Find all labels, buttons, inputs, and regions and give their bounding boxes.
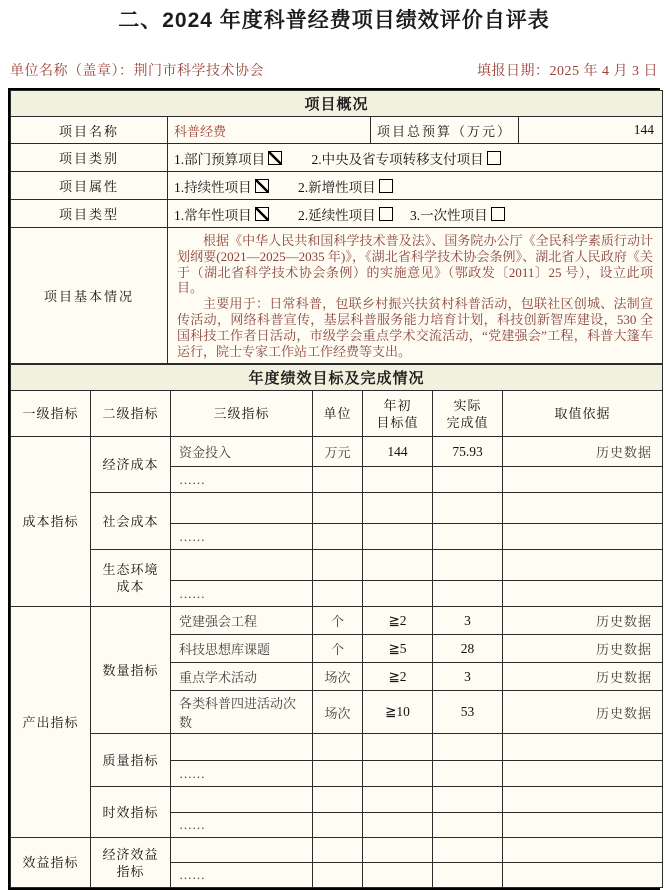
col-header-unit: 单位 — [313, 391, 363, 437]
source-cell: 历史数据 — [503, 663, 663, 691]
col-header-target-line1: 年初 — [383, 397, 412, 413]
attribute-option-2 — [298, 180, 393, 195]
indicator-cell: …… — [171, 761, 313, 787]
indicator-cell: 党建强会工程 — [171, 607, 313, 635]
project-name-label: 项目名称 — [11, 117, 168, 144]
indicator-cell: 各类科普四进活动次数 — [171, 691, 313, 734]
target-cell — [363, 734, 433, 761]
actual-cell: 53 — [433, 691, 503, 734]
attribute-option-1 — [174, 180, 269, 195]
target-cell — [363, 863, 433, 888]
subgroup-quantity-label: 数量指标 — [91, 607, 171, 734]
indicator-cell — [171, 550, 313, 581]
actual-cell: 75.93 — [433, 437, 503, 467]
unit-cell: 个 — [313, 635, 363, 663]
target-cell — [363, 550, 433, 581]
page-title: 二、2024 年度科普经费项目绩效评价自评表 — [118, 9, 550, 32]
actual-cell — [433, 761, 503, 787]
unit-cell — [313, 581, 363, 607]
indicator-cell: …… — [171, 581, 313, 607]
form-table — [8, 88, 660, 890]
actual-cell — [433, 863, 503, 888]
category-option-2-text: 2.中央及省专项转移支付项目 — [311, 151, 484, 167]
actual-cell: 28 — [433, 635, 503, 663]
indicator-cell: 科技思想库课题 — [171, 635, 313, 663]
source-cell — [503, 787, 663, 813]
actual-cell — [433, 581, 503, 607]
target-cell — [363, 813, 433, 838]
actual-cell — [433, 493, 503, 524]
section-header-overview: 项目概况 — [11, 91, 663, 117]
col-header-actual-line2: 完成值 — [446, 414, 489, 430]
performance-table — [10, 364, 663, 888]
unit-cell: 场次 — [313, 691, 363, 734]
unit-cell — [313, 787, 363, 813]
actual-cell — [433, 838, 503, 863]
group-benefit-label: 效益指标 — [11, 838, 91, 888]
subgroup-timeliness-label: 时效指标 — [91, 787, 171, 838]
type-label: 项目类型 — [11, 200, 168, 228]
source-cell: 历史数据 — [503, 437, 663, 467]
project-name-value: 科普经费 — [168, 117, 371, 144]
category-option-2 — [312, 152, 501, 167]
report-date-label: 填报日期： — [477, 64, 550, 79]
col-header-actual — [433, 391, 503, 437]
target-cell: ≧10 — [363, 691, 433, 734]
category-option-1 — [174, 152, 282, 167]
source-cell: 历史数据 — [503, 607, 663, 635]
type-option-3-text: 3.一次性项目 — [410, 207, 488, 223]
type-options — [168, 200, 663, 228]
type-option-2-text: 2.延续性项目 — [298, 207, 376, 223]
indicator-cell: 重点学术活动 — [171, 663, 313, 691]
indicator-cell — [171, 493, 313, 524]
unit-name-line — [10, 60, 264, 80]
actual-cell — [433, 734, 503, 761]
unit-cell — [313, 838, 363, 863]
col-header-actual-line1: 实际 — [453, 397, 482, 413]
target-cell — [363, 524, 433, 550]
attribute-option-1-text: 1.持续性项目 — [174, 179, 252, 195]
report-date-value: 2025 年 4 月 3 日 — [549, 64, 658, 79]
unit-cell — [313, 467, 363, 493]
target-cell — [363, 493, 433, 524]
overview-table — [10, 90, 663, 364]
target-cell: ≧5 — [363, 635, 433, 663]
indicator-cell: 资金投入 — [171, 437, 313, 467]
indicator-cell: …… — [171, 813, 313, 838]
unit-name-label: 单位名称（盖章）： — [10, 64, 134, 79]
checkbox-checked-icon — [255, 207, 269, 221]
type-option-1 — [174, 208, 269, 223]
col-header-level3: 三级指标 — [171, 391, 313, 437]
checkbox-unchecked-icon — [487, 151, 501, 165]
checkbox-checked-icon — [268, 151, 282, 165]
subgroup-social-cost-label: 社会成本 — [91, 493, 171, 550]
target-cell — [363, 787, 433, 813]
source-cell — [503, 467, 663, 493]
type-option-3 — [410, 208, 505, 223]
subgroup-economic-benefit-label: 经济效益指标 — [91, 838, 171, 888]
indicator-cell: …… — [171, 467, 313, 493]
section-header-performance: 年度绩效目标及完成情况 — [11, 365, 663, 391]
unit-cell — [313, 524, 363, 550]
source-cell: 历史数据 — [503, 635, 663, 663]
actual-cell — [433, 550, 503, 581]
col-header-source: 取值依据 — [503, 391, 663, 437]
attribute-label: 项目属性 — [11, 172, 168, 200]
attribute-options — [168, 172, 663, 200]
document-page — [8, 0, 660, 890]
basic-info-para2: 主要用于：日常科普，包联乡村振兴扶贫村科普活动，包联社区创城、法制宣传活动，网络科普宣传，基层科普服务能力培育计划，科技创新智库建设，530 全国科技工作者日活动，市级学会重点学术交流活动，“党建强会”工程，科普大篷车运行，院士专家工作站工作经费等支出。 — [177, 296, 654, 359]
subgroup-quality-label: 质量指标 — [91, 734, 171, 787]
basic-info-para1: 根据《中华人民共和国科学技术普及法》、国务院办公厅《全民科学素质行动计划纲要(2021—2025—2035 年)》，《湖北省科学技术协会条例》、湖北省人民政府《关于（湖北省科学技术协会条例）的实施意见》（鄂政发〔2011〕25 号），设立此项目。 — [177, 233, 654, 296]
subgroup-economic-cost-label: 经济成本 — [91, 437, 171, 493]
target-cell — [363, 761, 433, 787]
col-header-target — [363, 391, 433, 437]
group-cost-label: 成本指标 — [11, 437, 91, 607]
source-cell — [503, 550, 663, 581]
group-output-label: 产出指标 — [11, 607, 91, 838]
attribute-option-2-text: 2.新增性项目 — [298, 179, 376, 195]
source-cell — [503, 493, 663, 524]
actual-cell — [433, 787, 503, 813]
unit-cell — [313, 813, 363, 838]
unit-cell — [313, 550, 363, 581]
basic-info-label: 项目基本情况 — [11, 228, 168, 364]
target-cell: ≧2 — [363, 607, 433, 635]
indicator-cell — [171, 838, 313, 863]
source-cell — [503, 761, 663, 787]
checkbox-unchecked-icon — [491, 207, 505, 221]
indicator-cell — [171, 734, 313, 761]
source-cell — [503, 581, 663, 607]
category-label: 项目类别 — [11, 144, 168, 172]
checkbox-unchecked-icon — [379, 179, 393, 193]
actual-cell — [433, 524, 503, 550]
budget-label: 项目总预算（万元） — [371, 117, 519, 144]
checkbox-checked-icon — [255, 179, 269, 193]
unit-cell: 个 — [313, 607, 363, 635]
indicator-cell — [171, 787, 313, 813]
unit-cell — [313, 863, 363, 888]
unit-cell: 万元 — [313, 437, 363, 467]
indicator-cell: …… — [171, 524, 313, 550]
target-cell — [363, 838, 433, 863]
subgroup-eco-env-cost-label: 生态环境成本 — [91, 550, 171, 607]
type-option-1-text: 1.常年性项目 — [174, 207, 252, 223]
category-options — [168, 144, 663, 172]
col-header-target-line2: 目标值 — [376, 414, 419, 430]
target-cell: ≧2 — [363, 663, 433, 691]
unit-name-value: 荆门市科学技术协会 — [133, 64, 264, 79]
checkbox-unchecked-icon — [379, 207, 393, 221]
unit-cell — [313, 493, 363, 524]
category-option-1-text: 1.部门预算项目 — [174, 151, 266, 167]
target-cell: 144 — [363, 437, 433, 467]
indicator-cell: …… — [171, 863, 313, 888]
actual-cell: 3 — [433, 663, 503, 691]
source-cell — [503, 863, 663, 888]
source-cell — [503, 734, 663, 761]
source-cell — [503, 524, 663, 550]
source-cell — [503, 838, 663, 863]
target-cell — [363, 467, 433, 493]
actual-cell — [433, 813, 503, 838]
target-cell — [363, 581, 433, 607]
unit-cell — [313, 761, 363, 787]
actual-cell: 3 — [433, 607, 503, 635]
source-cell: 历史数据 — [503, 691, 663, 734]
col-header-level2: 二级指标 — [91, 391, 171, 437]
unit-cell — [313, 734, 363, 761]
form-info-line — [10, 60, 658, 80]
col-header-level1: 一级指标 — [11, 391, 91, 437]
source-cell — [503, 813, 663, 838]
type-option-2 — [298, 208, 393, 223]
basic-info-text — [168, 228, 663, 364]
report-date-line — [477, 60, 658, 80]
budget-value: 144 — [519, 117, 663, 144]
actual-cell — [433, 467, 503, 493]
unit-cell: 场次 — [313, 663, 363, 691]
